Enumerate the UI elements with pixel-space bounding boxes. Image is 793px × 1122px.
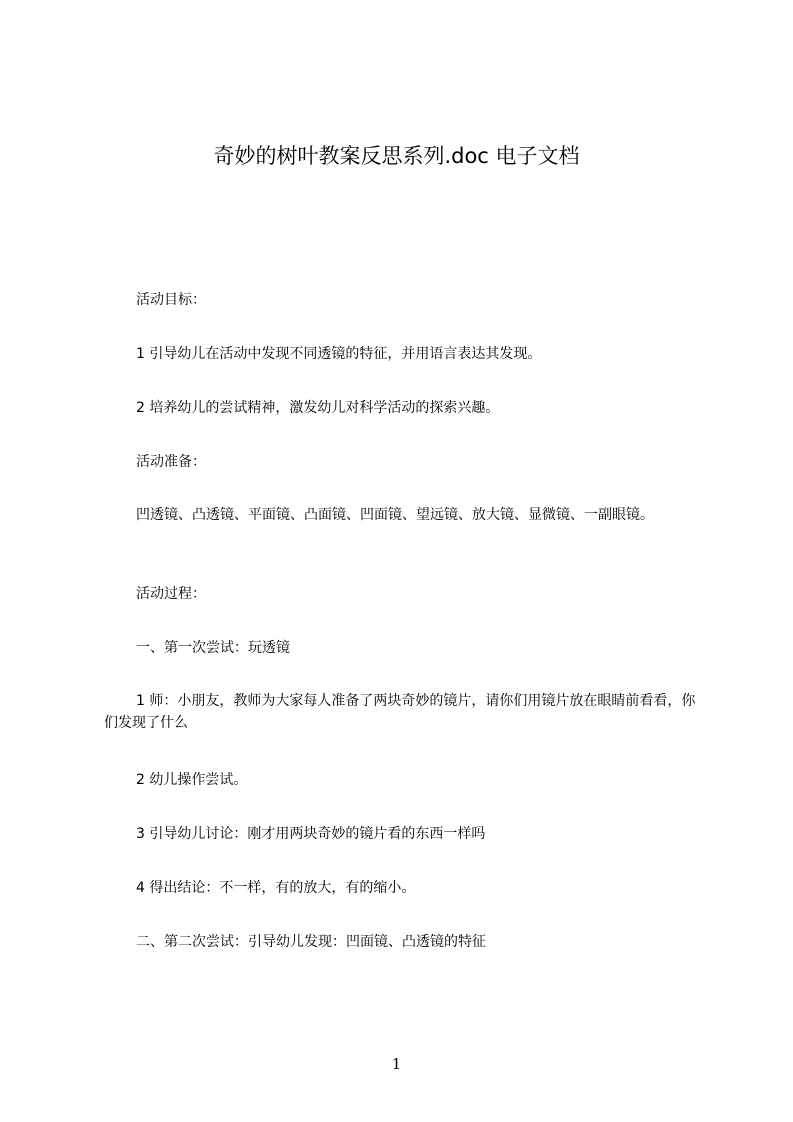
- paragraph-goal-heading: 活动目标：: [136, 292, 206, 308]
- paragraph-step-1-2: 2 幼儿操作尝试。: [136, 772, 248, 788]
- paragraph-step-2-heading: 二、第二次尝试：引导幼儿发现：凹面镜、凸透镜的特征: [136, 934, 486, 950]
- paragraph-prep-heading: 活动准备：: [136, 454, 206, 470]
- paragraph-prep-materials: 凹透镜、凸透镜、平面镜、凸面镜、凹面镜、望远镜、放大镜、显微镜、一副眼镜。: [136, 507, 654, 523]
- paragraph-goal-2: 2 培养幼儿的尝试精神，激发幼儿对科学活动的探索兴趣。: [136, 400, 500, 416]
- document-title: 奇妙的树叶教案反思系列.doc 电子文档: [213, 144, 580, 168]
- paragraph-goal-1: 1 引导幼儿在活动中发现不同透镜的特征，并用语言表达其发现。: [136, 346, 542, 362]
- paragraph-step-1-1: 1 师：小朋友，教师为大家每人准备了两块奇妙的镜片，请你们用镜片放在眼睛前看看，你们发现了什么: [104, 693, 696, 731]
- paragraph-step-1-heading: 一、第一次尝试：玩透镜: [136, 640, 290, 656]
- paragraph-step-1-3: 3 引导幼儿讨论：刚才用两块奇妙的镜片看的东西一样吗: [136, 826, 486, 842]
- paragraph-process-heading: 活动过程：: [136, 586, 206, 602]
- page-number: 1: [391, 1055, 402, 1073]
- paragraph-step-1-4: 4 得出结论：不一样，有的放大，有的缩小。: [136, 880, 416, 896]
